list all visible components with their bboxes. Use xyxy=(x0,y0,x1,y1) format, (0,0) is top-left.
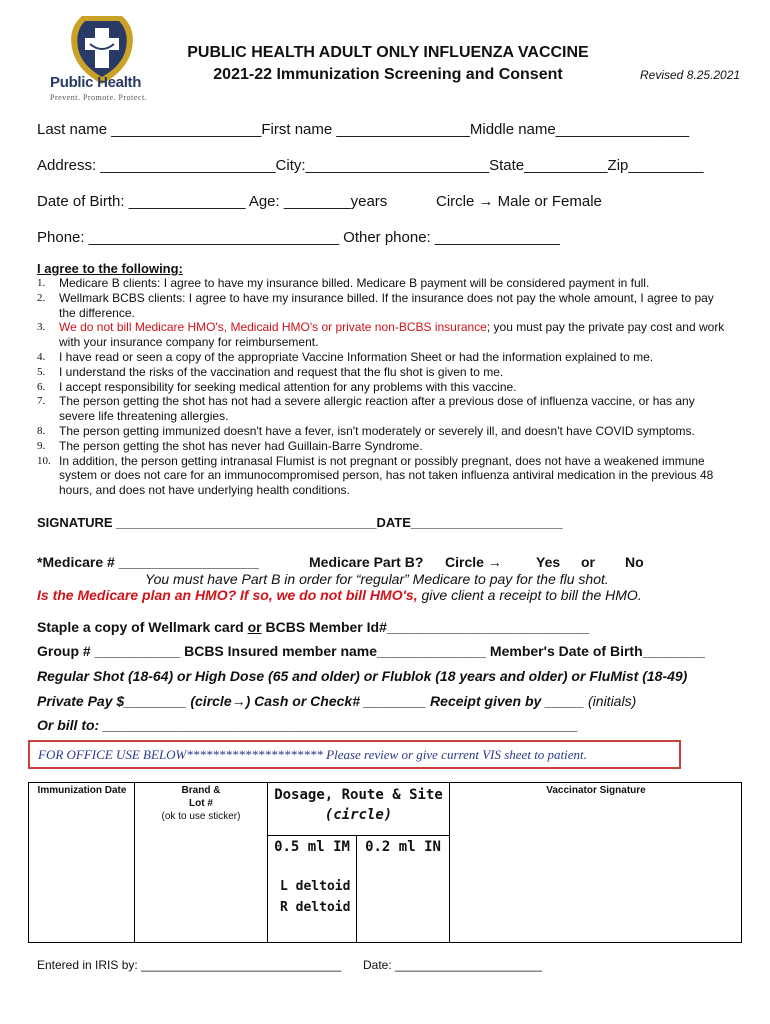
agreement-item: 9. The person getting the shot has never had Guillain-Barre Syndrome. xyxy=(37,438,423,453)
page-title: PUBLIC HEALTH ADULT ONLY INFLUENZA VACCINE xyxy=(187,44,589,61)
dose-option-0-5-im[interactable]: 0.5 ml IM xyxy=(274,839,350,855)
agreement-heading: I agree to the following: xyxy=(37,261,183,276)
col-dosage-route-site: Dosage, Route & Site xyxy=(274,787,443,803)
agreement-item: 1. Medicare B clients: I agree to have my insurance billed. Medicare B payment will be considered payment in full. xyxy=(37,276,650,290)
agreement-item: 8. The person getting immunized doesn't have a fever, isn't moderately or severely ill, and doesn't have COVID symptoms. xyxy=(37,423,695,438)
wellmark-member-id-field[interactable]: Staple a copy of Wellmark card or BCBS Member Id#__________________________ xyxy=(37,619,590,635)
site-option-right-deltoid[interactable]: R deltoid xyxy=(280,900,351,915)
org-name: Public Health xyxy=(50,74,142,91)
col-circle-note: (circle) xyxy=(324,807,393,823)
private-pay-fields[interactable]: Private Pay $________ (circle→) Cash or Check# ________ Receipt given by _____ (initials) xyxy=(37,693,637,709)
hmo-question: Is the Medicare plan an HMO? If so, we do not bill HMO's, give client a receipt to bill the HMO. xyxy=(37,587,642,603)
signature-date-field[interactable]: SIGNATURE ____________________________________DATE_____________________ xyxy=(37,515,563,530)
medicare-part-b-label: Medicare Part B? xyxy=(309,554,424,570)
sex-selector[interactable]: Circle → Male or Female xyxy=(436,193,602,210)
address-fields[interactable]: Address: _____________________City:______________________State__________Zip_________ xyxy=(37,157,704,174)
office-use-text: FOR OFFICE USE BELOW********************* Please review or give current VIS sheet to patient. xyxy=(38,747,587,762)
col-vaccinator-signature: Vaccinator Signature xyxy=(546,785,646,796)
agreement-item: 6. I accept responsibility for seeking medical attention for any problems with this vaccine. xyxy=(37,379,517,394)
agreement-item: 7. The person getting the shot has not had a severe allergic reaction after a previous dose of influenza vaccine, or has any severe life threatening allergies. xyxy=(37,394,695,424)
bill-to-field[interactable]: Or bill to: _____________________________________________________________ xyxy=(37,717,579,733)
agreement-item: 3. We do not bill Medicare HMO's, Medicaid HMO's or private non-BCBS insurance; you must pay the private pay cost and work with your insurance company for reimbursement. xyxy=(37,320,725,350)
medicare-note: You must have Part B in order for “regular” Medicare to pay for the flu shot. xyxy=(145,571,609,587)
col-lot: Lot # xyxy=(189,798,213,809)
agreement-item: 4. I have read or seen a copy of the appropriate Vaccine Information Sheet or had the information explained to me. xyxy=(37,349,654,364)
col-brand: Brand & xyxy=(181,785,221,796)
agreement-item: 5. I understand the risks of the vaccination and request that the flu shot is given to me. xyxy=(37,364,504,379)
name-fields[interactable]: Last name __________________First name ________________Middle name________________ xyxy=(37,121,690,138)
yes-option[interactable]: Yes xyxy=(536,554,561,570)
revision-date: Revised 8.25.2021 xyxy=(640,68,741,82)
col-immunization-date: Immunization Date xyxy=(37,785,127,796)
agreement-item: 2. Wellmark BCBS clients: I agree to have my insurance billed. If the insurance does not pay the whole amount, I agree to pay the difference. xyxy=(37,290,714,320)
col-sticker-note: (ok to use sticker) xyxy=(161,811,241,822)
agreement-item: 10. In addition, the person getting intranasal Flumist is not pregnant or possibly pregnant, does not have a weakened immune system or does not care for an immunocompromised person, has not taken influenza antiviral medication in the previous 48 hours, and does not have underlying health conditions. xyxy=(37,453,714,498)
page-subtitle: 2021-22 Immunization Screening and Consent xyxy=(213,66,563,83)
no-option[interactable]: No xyxy=(625,554,644,570)
circle-instruction: Circle → xyxy=(445,554,502,570)
or-text: or xyxy=(581,554,595,570)
group-member-fields[interactable]: Group # ___________ BCBS Insured member name______________ Member's Date of Birth________ xyxy=(37,643,705,659)
shot-type-options[interactable]: Regular Shot (18-64) or High Dose (65 and older) or Flublok (18 years and older) or FluMist (18-49) xyxy=(37,668,688,684)
iris-entry-field[interactable]: Entered in IRIS by: ______________________________ xyxy=(37,958,342,972)
phone-fields[interactable]: Phone: ______________________________ Other phone: _______________ xyxy=(37,229,561,246)
iris-date-field[interactable]: Date: ______________________ xyxy=(363,958,542,972)
dose-option-0-2-in[interactable]: 0.2 ml IN xyxy=(365,839,441,855)
dob-age-fields[interactable]: Date of Birth: ______________ Age: ________years xyxy=(37,193,388,210)
immunization-table xyxy=(28,782,742,943)
medicare-number-field[interactable]: *Medicare # __________________ xyxy=(37,554,259,570)
site-option-left-deltoid[interactable]: L deltoid xyxy=(280,879,351,894)
agreement-list xyxy=(37,276,733,498)
arrow-right-icon: → xyxy=(231,693,246,709)
org-tagline: Prevent. Promote. Protect. xyxy=(50,93,148,102)
